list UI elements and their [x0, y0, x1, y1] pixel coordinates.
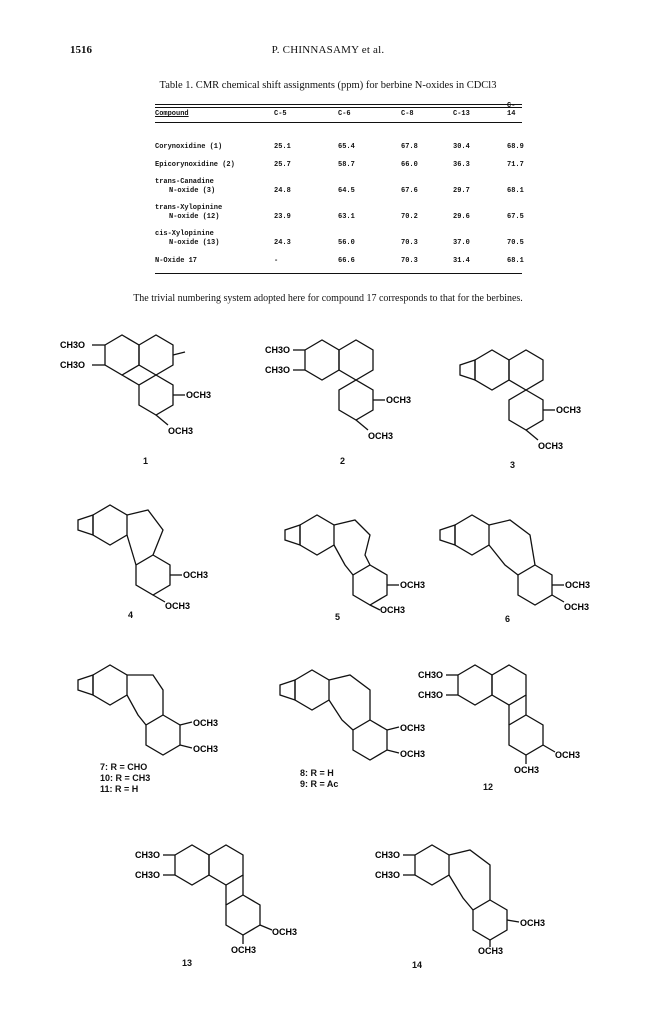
- structure-drawing-6: [430, 505, 610, 615]
- cmr-shift-table: [155, 104, 522, 274]
- table-footnote: The trivial numbering system adopted here for compound 17 corresponds to that for the berbines.: [133, 293, 523, 304]
- och3-label: OCH3: [231, 945, 257, 955]
- structure-drawing-7: [68, 660, 238, 760]
- och3-label: OCH3: [272, 927, 298, 937]
- och3-label: OCH3: [478, 946, 504, 956]
- och3-label: OCH3: [183, 570, 209, 580]
- substituent-8: 8: R = H: [300, 768, 334, 778]
- ch3o-label: CH3O: [135, 850, 161, 860]
- structure-label-1: 1: [143, 456, 149, 466]
- structure-drawing-5: [275, 505, 445, 615]
- structure-drawing-3: [445, 340, 625, 455]
- table-row: Corynoxidine (1) 25.1 65.4 67.8 30.4 68.9: [155, 143, 524, 151]
- structure-drawing-12: [418, 660, 618, 775]
- och3-label: OCH3: [400, 749, 426, 759]
- structure-label-6: 6: [505, 614, 511, 624]
- och3-label: OCH3: [168, 426, 194, 436]
- structure-label-14: 14: [412, 960, 423, 970]
- table-row: trans-Canadine N-oxide (3) 24.8 64.5 67.6 29.7 68.1: [155, 178, 524, 195]
- ch3o-label: CH3O: [60, 340, 86, 350]
- och3-label: OCH3: [386, 395, 412, 405]
- structure-drawing-2: [265, 335, 445, 455]
- och3-label: OCH3: [400, 580, 426, 590]
- structure-label-2: 2: [340, 456, 346, 466]
- och3-label: OCH3: [514, 765, 540, 775]
- structure-label-3: 3: [510, 460, 516, 470]
- och3-label: OCH3: [165, 601, 191, 611]
- substituent-9: 9: R = Ac: [300, 779, 339, 789]
- structure-drawing-14: [375, 840, 565, 955]
- structure-label-13: 13: [182, 958, 193, 968]
- substituent-10: 10: R = CH3: [100, 773, 151, 783]
- och3-label: OCH3: [565, 580, 591, 590]
- och3-label: OCH3: [193, 718, 219, 728]
- och3-label: OCH3: [400, 723, 426, 733]
- table-caption: Table 1. CMR chemical shift assignments (ppm) for berbine N-oxides in CDCl3: [159, 80, 497, 91]
- col-header-c14: C-14: [507, 102, 516, 118]
- structure-label-4: 4: [128, 610, 134, 620]
- structure-label-12: 12: [483, 782, 494, 792]
- col-header-compound: Compound: [155, 110, 189, 118]
- och3-label: OCH3: [380, 605, 406, 615]
- och3-label: OCH3: [520, 918, 546, 928]
- col-header-c6: C-6: [338, 110, 351, 118]
- substituent-7: 7: R = CHO: [100, 762, 148, 772]
- page-number: 1516: [70, 44, 92, 56]
- structure-drawing-13: [135, 840, 325, 955]
- structure-drawing-8: [270, 665, 440, 765]
- och3-label: OCH3: [193, 744, 219, 754]
- ch3o-label: CH3O: [418, 670, 444, 680]
- substituent-11: 11: R = H: [100, 784, 139, 794]
- col-header-c8: C-8: [401, 110, 414, 118]
- structure-drawing-1: [60, 330, 250, 460]
- och3-label: OCH3: [556, 405, 582, 415]
- table-row: cis-Xylopinine N-oxide (13) 24.3 56.0 70.3 37.0 70.5: [155, 230, 524, 247]
- ch3o-label: CH3O: [135, 870, 161, 880]
- col-header-c5: C-5: [274, 110, 287, 118]
- running-header-author: P. CHINNASAMY et al.: [271, 44, 385, 56]
- ch3o-label: CH3O: [418, 690, 444, 700]
- ch3o-label: CH3O: [265, 345, 291, 355]
- table-row: N-Oxide 17 - 66.6 70.3 31.4 68.1: [155, 257, 524, 265]
- och3-label: OCH3: [186, 390, 212, 400]
- ch3o-label: CH3O: [375, 850, 401, 860]
- ch3o-label: CH3O: [60, 360, 86, 370]
- ch3o-label: CH3O: [375, 870, 401, 880]
- och3-label: OCH3: [538, 441, 564, 451]
- table-header-row: [155, 102, 522, 122]
- table-row: trans-Xylopinine N-oxide (12) 23.9 63.1 70.2 29.6 67.5: [155, 204, 524, 221]
- structure-drawing-4: [68, 500, 228, 610]
- structure-label-5: 5: [335, 612, 341, 622]
- table-row: Epicorynoxidine (2) 25.7 58.7 66.0 36.3 71.7: [155, 161, 524, 169]
- col-header-c13: C-13: [453, 110, 470, 118]
- och3-label: OCH3: [564, 602, 590, 612]
- ch3o-label: CH3O: [265, 365, 291, 375]
- och3-label: OCH3: [555, 750, 581, 760]
- och3-label: OCH3: [368, 431, 394, 441]
